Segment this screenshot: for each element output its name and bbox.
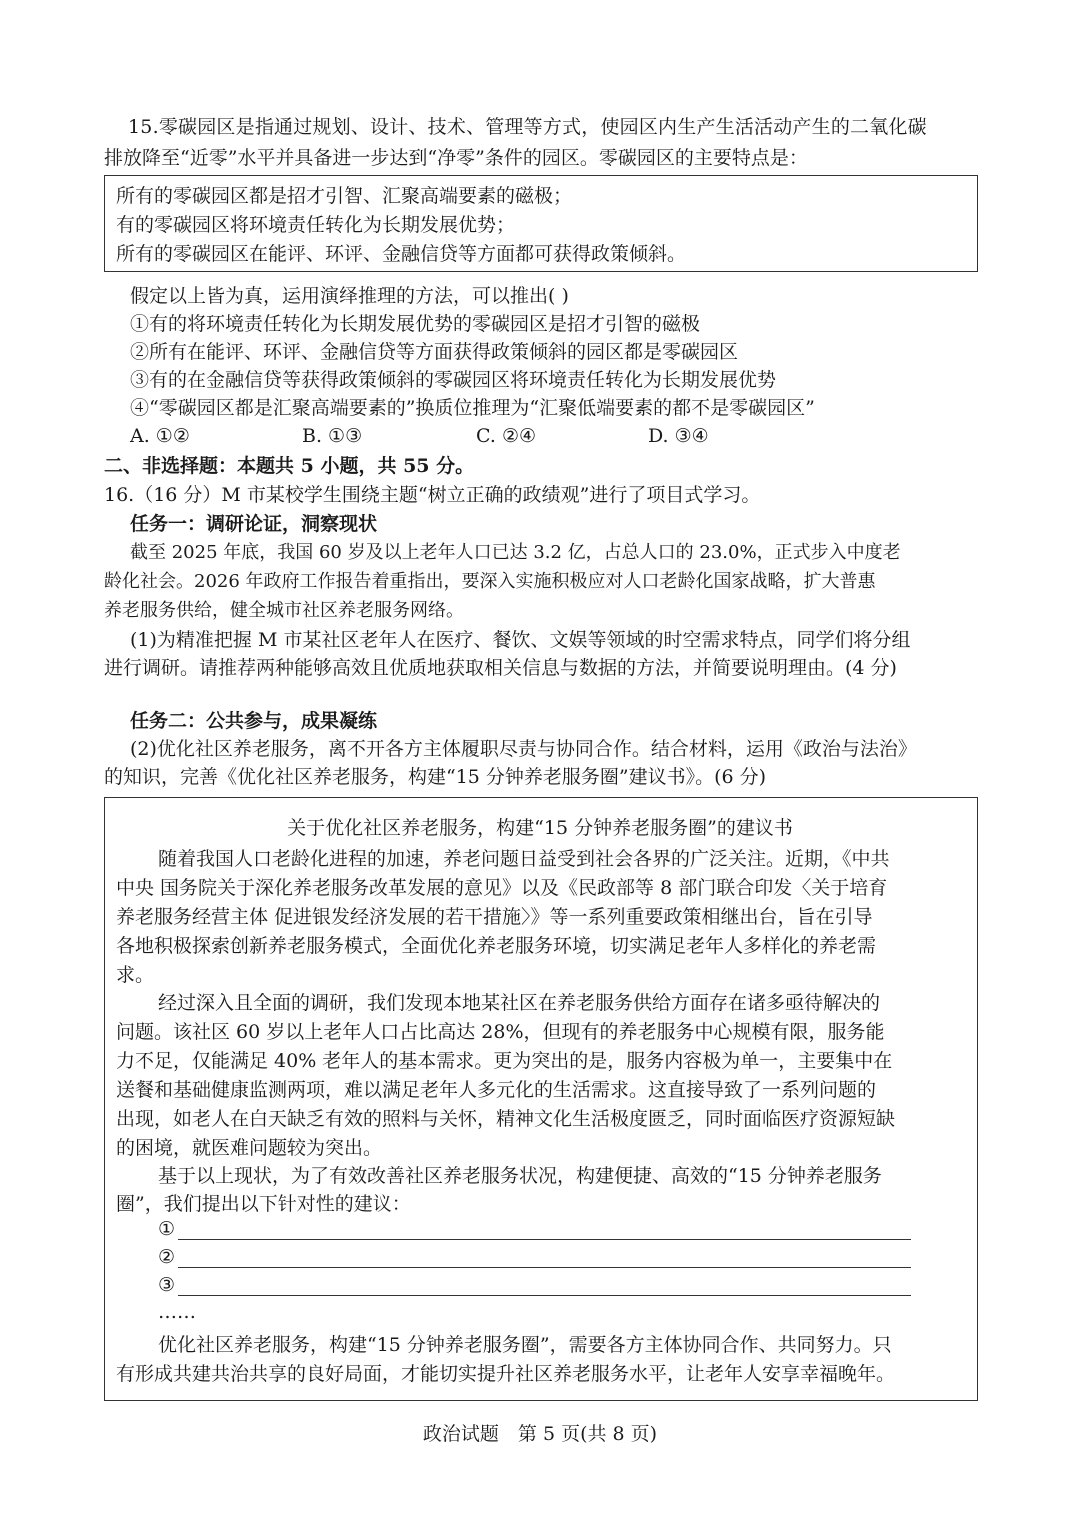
q15-item-4: ④“零碳园区都是汇聚高端要素的”换质位推理为“汇聚低端要素的都不是零碳园区” [130,397,815,419]
q15-item-2: ②所有在能评、环评、金融信贷等方面获得政策倾斜的园区都是零碳园区 [130,341,739,363]
option-b: B. ①③ [302,425,363,447]
option-c: C. ②④ [476,425,537,447]
q16-sub2-line-1: (2)优化社区养老服务，离不开各方主体履职尽责与协同合作。结合材料，运用《政治与法治》 [130,738,917,760]
q15-options [130,422,770,450]
q15-item-3: ③有的在金融信贷等获得政策倾斜的零碳园区将环境责任转化为长期发展优势 [130,369,777,391]
proposal-ellipsis: …… [158,1301,196,1323]
proposal-para1-line-3: 养老服务经营主体 促进银发经济发展的若干措施〉》等一系列重要政策相继出台，旨在引导 [116,906,873,928]
proposal-para2-line-4: 送餐和基础健康监测两项，难以满足老年人多元化的生活需求。这直接导致了一系列问题的 [116,1079,877,1101]
q16-material-line-2: 龄化社会。2026 年政府工作报告着重指出，要深入实施积极应对人口老龄化国家战略，扩大普惠 [104,571,876,592]
answer-line-2[interactable] [178,1267,911,1268]
section-2-heading: 二、非选择题：本题共 5 小题，共 55 分。 [104,455,475,477]
proposal-para3-line-1: 基于以上现状，为了有效改善社区养老服务状况，构建便捷、高效的“15 分钟养老服务 [158,1165,882,1187]
q16-sub1-line-2: 进行调研。请推荐两种能够高效且优质地获取相关信息与数据的方法，并简要说明理由。(4 分) [104,657,897,679]
q15-premise-1: 所有的零碳园区都是招才引智、汇聚高端要素的磁极； [116,185,573,207]
task-1-title: 任务一：调研论证，洞察现状 [130,513,378,535]
proposal-para1-line-2: 中央 国务院关于深化养老服务改革发展的意见》以及《民政部等 8 部门联合印发〈关于培育 [116,877,888,899]
q16-sub2-line-2: 的知识，完善《优化社区养老服务，构建“15 分钟养老服务圈”建议书》。(6 分) [104,766,767,788]
q15-premise-3: 所有的零碳园区在能评、环评、金融信贷等方面都可获得政策倾斜。 [116,243,687,265]
proposal-closing-line-2: 有形成共建共治共享的良好局面，才能切实提升社区养老服务水平，让老年人安享幸福晚年。 [116,1363,896,1385]
proposal-closing-line-1: 优化社区养老服务，构建“15 分钟养老服务圈”，需要各方主体协同合作、共同努力。只 [158,1334,892,1356]
q16-material-line-3: 养老服务供给，健全城市社区养老服务网络。 [104,600,464,621]
proposal-para2-line-3: 力不足，仅能满足 40% 老年人的基本需求。更为突出的是，服务内容极为单一，主要集中在 [116,1050,893,1072]
q15-premise-2: 有的零碳园区将环境责任转化为长期发展优势； [116,214,516,236]
proposal-para2-line-1: 经过深入且全面的调研，我们发现本地某社区在养老服务供给方面存在诸多亟待解决的 [158,992,881,1014]
q16-material-line-1: 截至 2025 年底，我国 60 岁及以上老年人口已达 3.2 亿，占总人口的 23.0%，正式步入中度老 [130,542,901,563]
proposal-title: 关于优化社区养老服务，构建“15 分钟养老服务圈”的建议书 [287,817,793,839]
answer-line-1[interactable] [178,1239,911,1240]
q15-item-1: ①有的将环境责任转化为长期发展优势的零碳园区是招才引智的磁极 [130,313,701,335]
proposal-para1-line-4: 各地积极探索创新养老服务模式，全面优化养老服务环境，切实满足老年人多样化的养老需 [116,935,877,957]
option-d: D. ③④ [648,425,709,447]
blank-label-1: ① [158,1218,176,1240]
task-2-title: 任务二：公共参与，成果凝练 [130,710,378,732]
answer-line-3[interactable] [178,1295,911,1296]
proposal-para1-line-5: 求。 [116,964,155,986]
blank-label-3: ③ [158,1274,176,1296]
page-footer: 政治试题 第 5 页(共 8 页) [422,1423,658,1445]
q15-stem-line-2: 排放降至“近零”水平并具备进一步达到“净零”条件的园区。零碳园区的主要特点是： [104,147,808,169]
q16-sub1-line-1: (1)为精准把握 M 市某社区老年人在医疗、餐饮、文娱等领域的时空需求特点，同学们将分组 [130,629,911,651]
option-a: A. ①② [130,425,190,447]
proposal-para1-line-1: 随着我国人口老龄化进程的加速，养老问题日益受到社会各界的广泛关注。近期，《中共 [158,848,890,870]
q15-stem-line-1: 15.零碳园区是指通过规划、设计、技术、管理等方式，使园区内生产生活活动产生的二氧化碳 [128,116,927,138]
proposal-para2-line-2: 问题。该社区 60 岁以上老年人口占比高达 28%，但现有的养老服务中心规模有限，服务能 [116,1021,885,1043]
blank-label-2: ② [158,1246,176,1268]
proposal-para2-line-5: 出现，如老人在白天缺乏有效的照料与关怀，精神文化生活极度匮乏，同时面临医疗资源短缺 [116,1108,896,1130]
q16-stem: 16.（16 分）M 市某校学生围绕主题“树立正确的政绩观”进行了项目式学习。 [104,484,761,506]
q15-question: 假定以上皆为真，运用演绎推理的方法，可以推出( ) [130,285,569,307]
proposal-para3-line-2: 圈”，我们提出以下针对性的建议： [116,1193,411,1215]
proposal-para2-line-6: 的困境，就医难问题较为突出。 [116,1137,383,1159]
